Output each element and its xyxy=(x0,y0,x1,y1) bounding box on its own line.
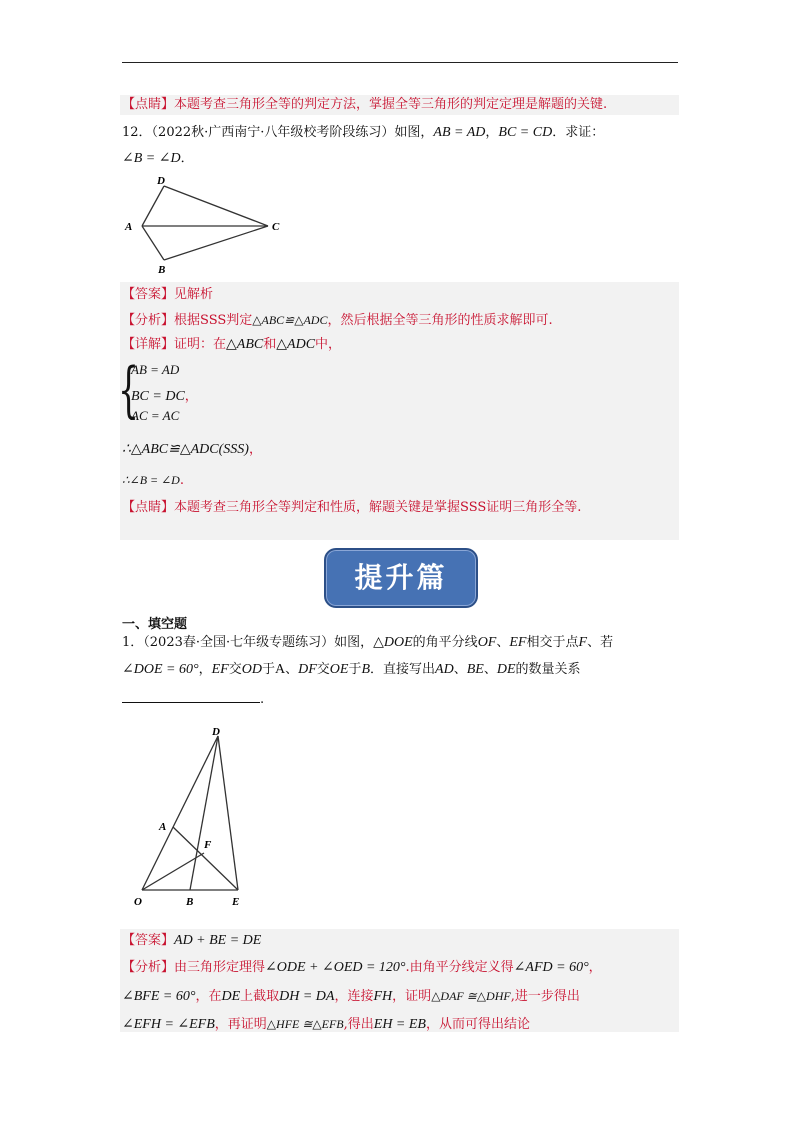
q1-statement-line1: 1．（2023春·全国·七年级专题练习）如图，△DOE的角平分线OF、EF相交于点F、若 xyxy=(122,635,614,650)
q12-conclusion-2: ∴∠B = ∠D. xyxy=(122,473,184,488)
q1-label-d: D xyxy=(212,726,220,738)
q1-answer-blank-line: . xyxy=(122,690,264,709)
q1-triangle-figure xyxy=(128,722,268,917)
q12-statement-line2: ∠B = ∠D． xyxy=(122,151,194,166)
q12-label-c: C xyxy=(272,221,280,233)
system-eq-2: BC = DC， xyxy=(131,389,198,404)
header-rule xyxy=(122,62,678,63)
q1-label-f: F xyxy=(204,839,212,851)
q12-label-d: D xyxy=(157,175,165,187)
q12-analysis-line: 【分析】根据SSS判定△ABC≌△ADC，然后根据全等三角形的性质求解即可. xyxy=(122,313,553,328)
q1-analysis-line3: ∠EFH = ∠EFB，再证明△HFE ≅△EFB,得出EH = EB，从而可得出结论 xyxy=(122,1017,530,1032)
q1-analysis-line1: 【分析】由三角形定理得∠ODE + ∠OED = 120°.由角平分线定义得∠AFD = 60°， xyxy=(122,960,602,975)
q12-conclusion-1: ∴△ABC≌△ADC(SSS)， xyxy=(122,442,262,457)
section-heading: 一、填空题 xyxy=(122,617,188,632)
q1-label-a: A xyxy=(159,821,167,833)
q12-label-a: A xyxy=(125,221,133,233)
q12-statement-line1: 12．（2022秋·广西南宁·八年级校考阶段练习）如图，AB = AD，BC = CD．求证： xyxy=(122,125,605,140)
q1-label-b: B xyxy=(186,896,194,908)
q12-answer-line: 【答案】见解析 xyxy=(122,287,214,302)
q12-detail-line: 【详解】证明：在△ABC和△ADC中， xyxy=(122,337,342,352)
section-banner: 提升篇 xyxy=(324,548,478,608)
q12-point-line: 【点睛】本题考查三角形全等判定和性质，解题关键是掌握SSS证明三角形全等. xyxy=(122,500,582,515)
q12-kite-figure xyxy=(120,170,300,280)
q1-label-o: O xyxy=(134,896,142,908)
q1-answer-line: 【答案】AD + BE = DE xyxy=(122,933,262,948)
q1-analysis-line2: ∠BFE = 60°，在DE上截取DH = DA，连接FH，证明△DAF ≅△DHF,进一步得出 xyxy=(122,989,580,1004)
q1-label-e: E xyxy=(232,896,240,908)
system-eq-3: AC = AC xyxy=(131,408,180,423)
system-eq-1: AB = AD xyxy=(131,362,180,377)
equation-system-brace: { xyxy=(118,355,140,425)
prev-point-line: 【点睛】本题考查三角形全等的判定方法，掌握全等三角形的判定定理是解题的关键. xyxy=(122,97,608,112)
q1-statement-line2: ∠DOE = 60°，EF交OD于A、DF交OE于B．直接写出AD、BE、DE的数量关系 xyxy=(122,662,581,677)
answer-blank[interactable] xyxy=(122,690,260,703)
q12-label-b: B xyxy=(158,264,166,276)
